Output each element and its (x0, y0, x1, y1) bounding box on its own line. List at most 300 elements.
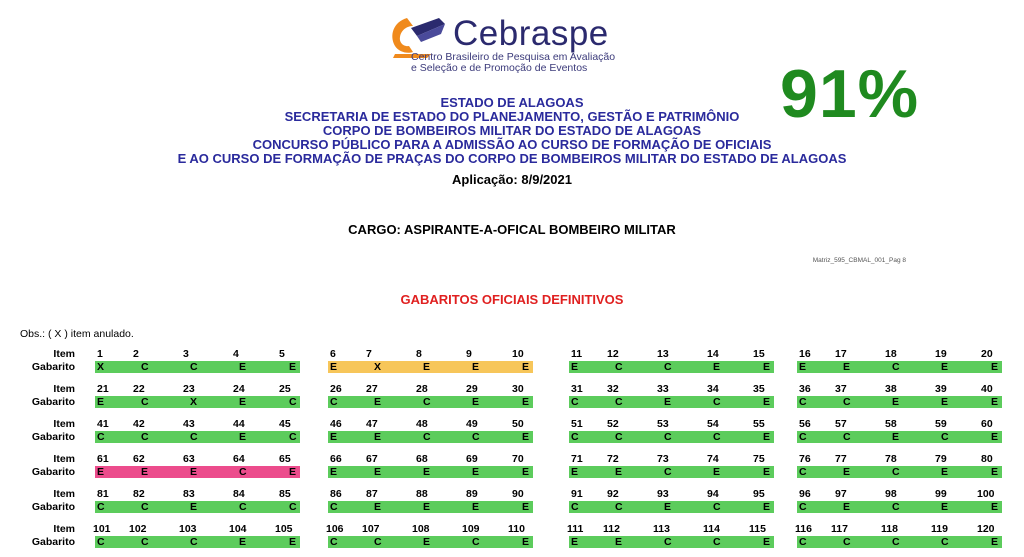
item-number: 17 (835, 348, 847, 360)
answer-cell: C (797, 536, 841, 548)
item-number: 104 (229, 523, 247, 535)
answer-cell: C (139, 361, 188, 373)
item-label: Item (53, 383, 75, 395)
header-line-2: SECRETARIA DE ESTADO DO PLANEJAMENTO, GESTÃO E PATRIMÔNIO (284, 109, 740, 124)
item-number: 13 (657, 348, 669, 360)
answer-cell: C (95, 501, 139, 513)
item-number: 52 (607, 418, 619, 430)
item-number: 109 (462, 523, 480, 535)
item-number: 19 (935, 348, 947, 360)
item-number: 53 (657, 418, 669, 430)
answer-group (328, 348, 533, 375)
answer-cell: E (797, 361, 841, 373)
answer-cell: C (841, 536, 890, 548)
answer-cell: E (760, 466, 774, 478)
answer-cell: E (519, 466, 533, 478)
item-number: 81 (97, 488, 109, 500)
item-number: 22 (133, 383, 145, 395)
item-numbers (328, 418, 533, 430)
item-number: 119 (931, 523, 948, 535)
answer-cell: E (372, 431, 421, 443)
item-number: 37 (835, 383, 847, 395)
item-number: 111 (567, 523, 584, 535)
item-numbers (95, 523, 300, 535)
answer-group (797, 383, 1002, 410)
item-numbers (797, 383, 1002, 395)
item-number: 55 (753, 418, 765, 430)
item-number: 25 (279, 383, 291, 395)
answer-cell: E (988, 431, 1002, 443)
answer-cell: C (286, 431, 300, 443)
matrix-reference: Matriz_595_CBMAL_001_Pag 8 (812, 257, 906, 264)
item-numbers (797, 348, 1002, 360)
item-number: 86 (330, 488, 342, 500)
item-number: 5 (279, 348, 285, 360)
answer-group (797, 453, 1002, 480)
item-number: 2 (133, 348, 139, 360)
item-numbers (95, 453, 300, 465)
item-number: 65 (279, 453, 291, 465)
answer-row (95, 396, 300, 408)
answer-row (797, 536, 1002, 548)
item-numbers (95, 488, 300, 500)
answer-group (569, 453, 774, 480)
item-numbers (328, 488, 533, 500)
answer-cell: C (890, 536, 939, 548)
item-number: 100 (977, 488, 995, 500)
answer-cell: X (95, 361, 139, 373)
answer-row (569, 396, 774, 408)
item-number: 12 (607, 348, 619, 360)
answer-cell: E (939, 396, 988, 408)
answer-cell: E (421, 466, 470, 478)
item-number: 67 (366, 453, 378, 465)
item-numbers (328, 523, 533, 535)
answer-row (797, 466, 1002, 478)
answer-cell: E (470, 466, 519, 478)
answer-cell: C (569, 501, 613, 513)
answer-row (797, 501, 1002, 513)
item-number: 51 (571, 418, 583, 430)
score-percentage: 91% (780, 56, 920, 132)
gabarito-label: Gabarito (31, 536, 75, 548)
answer-cell: E (421, 536, 470, 548)
item-number: 116 (795, 523, 812, 535)
item-number: 77 (835, 453, 847, 465)
item-number: 35 (753, 383, 765, 395)
item-number: 36 (799, 383, 811, 395)
answer-cell: E (760, 501, 774, 513)
answer-cell: E (286, 361, 300, 373)
item-number: 107 (362, 523, 380, 535)
answer-cell: E (939, 361, 988, 373)
answer-cell: C (188, 361, 237, 373)
answer-row (95, 466, 300, 478)
answer-row (328, 361, 533, 373)
answer-cell: C (328, 536, 372, 548)
item-number: 101 (93, 523, 111, 535)
item-numbers (797, 523, 1002, 535)
answer-cell: E (421, 361, 470, 373)
item-label: Item (53, 523, 75, 535)
answer-cell: C (328, 396, 372, 408)
item-number: 88 (416, 488, 428, 500)
answer-cell: E (286, 466, 300, 478)
item-number: 91 (571, 488, 583, 500)
answer-cell: C (797, 501, 841, 513)
item-number: 69 (466, 453, 478, 465)
answer-cell: E (988, 536, 1002, 548)
item-number: 98 (885, 488, 897, 500)
item-number: 57 (835, 418, 847, 430)
item-number: 29 (466, 383, 478, 395)
answer-group (328, 488, 533, 515)
cargo-title: CARGO: ASPIRANTE-A-OFICAL BOMBEIRO MILITAR (348, 222, 676, 237)
item-number: 106 (326, 523, 344, 535)
gabarito-label: Gabarito (31, 361, 75, 373)
item-number: 85 (279, 488, 291, 500)
item-number: 78 (885, 453, 897, 465)
item-number: 99 (935, 488, 947, 500)
item-number: 110 (508, 523, 525, 535)
answer-cell: E (569, 536, 613, 548)
item-number: 47 (366, 418, 378, 430)
item-number: 80 (981, 453, 993, 465)
answer-cell: E (237, 431, 286, 443)
cebraspe-logo (383, 10, 633, 80)
answer-cell: C (237, 466, 286, 478)
item-number: 30 (512, 383, 524, 395)
answer-cell: E (841, 466, 890, 478)
answer-cell: E (95, 396, 139, 408)
answer-cell: C (613, 501, 662, 513)
answer-cell: E (470, 396, 519, 408)
item-number: 9 (466, 348, 472, 360)
logo-subtitle-line1: Centro Brasileiro de Pesquisa em Avaliação (411, 51, 616, 63)
answer-cell: C (711, 431, 760, 443)
item-number: 54 (707, 418, 719, 430)
answer-cell: E (95, 466, 139, 478)
answer-row (797, 361, 1002, 373)
item-numbers (797, 418, 1002, 430)
item-number: 108 (412, 523, 430, 535)
answer-cell: C (613, 396, 662, 408)
answer-cell: E (328, 361, 372, 373)
answer-cell: E (890, 396, 939, 408)
answer-group (328, 383, 533, 410)
item-number: 64 (233, 453, 245, 465)
item-number: 70 (512, 453, 524, 465)
answer-cell: E (988, 501, 1002, 513)
answer-row (569, 501, 774, 513)
item-number: 33 (657, 383, 669, 395)
answer-group (569, 488, 774, 515)
header-line-1: ESTADO DE ALAGOAS (440, 95, 584, 110)
gabarito-title: GABARITOS OFICIAIS DEFINITIVOS (400, 292, 624, 307)
answer-cell: E (988, 466, 1002, 478)
answer-row (569, 466, 774, 478)
answer-row (95, 361, 300, 373)
answer-cell: C (421, 396, 470, 408)
answer-cell: C (328, 501, 372, 513)
answer-cell: E (372, 396, 421, 408)
answer-group (328, 453, 533, 480)
item-number: 32 (607, 383, 619, 395)
answer-group (797, 348, 1002, 375)
item-number: 59 (935, 418, 947, 430)
answer-cell: C (797, 466, 841, 478)
item-number: 84 (233, 488, 245, 500)
item-number: 56 (799, 418, 811, 430)
item-number: 90 (512, 488, 524, 500)
answer-row (569, 536, 774, 548)
answer-cell: C (662, 361, 711, 373)
item-number: 82 (133, 488, 145, 500)
item-number: 83 (183, 488, 195, 500)
answer-cell: C (613, 431, 662, 443)
answer-cell: E (890, 431, 939, 443)
item-numbers (569, 523, 774, 535)
item-number: 7 (366, 348, 372, 360)
item-number: 68 (416, 453, 428, 465)
answer-cell: E (760, 431, 774, 443)
item-label: Item (53, 418, 75, 430)
item-number: 41 (97, 418, 109, 430)
answer-group (328, 418, 533, 445)
answer-cell: E (286, 536, 300, 548)
answer-cell: C (662, 536, 711, 548)
item-number: 45 (279, 418, 291, 430)
item-number: 97 (835, 488, 847, 500)
item-numbers (95, 383, 300, 395)
gabarito-label: Gabarito (31, 466, 75, 478)
answer-cell: C (797, 431, 841, 443)
answer-row (569, 361, 774, 373)
answer-cell: E (760, 396, 774, 408)
answer-cell: E (237, 361, 286, 373)
item-number: 16 (799, 348, 811, 360)
answer-cell: C (188, 431, 237, 443)
item-number: 50 (512, 418, 524, 430)
item-number: 39 (935, 383, 947, 395)
answer-cell: X (372, 361, 421, 373)
answer-cell: E (613, 466, 662, 478)
gabarito-label: Gabarito (31, 396, 75, 408)
item-number: 105 (275, 523, 293, 535)
answer-cell: E (939, 501, 988, 513)
item-number: 87 (366, 488, 378, 500)
item-number: 3 (183, 348, 189, 360)
answer-group (569, 383, 774, 410)
item-number: 44 (233, 418, 245, 430)
item-number: 34 (707, 383, 719, 395)
answer-cell: E (188, 501, 237, 513)
answer-cell: C (139, 431, 188, 443)
item-number: 49 (466, 418, 478, 430)
item-number: 6 (330, 348, 336, 360)
answer-cell: E (237, 536, 286, 548)
item-number: 24 (233, 383, 245, 395)
answer-row (797, 431, 1002, 443)
answer-cell: C (939, 536, 988, 548)
item-number: 27 (366, 383, 378, 395)
gabarito-label: Gabarito (31, 501, 75, 513)
item-number: 113 (653, 523, 670, 535)
answer-cell: E (841, 501, 890, 513)
item-numbers (569, 418, 774, 430)
answer-cell: C (662, 466, 711, 478)
answer-cell: E (662, 501, 711, 513)
answer-cell: C (662, 431, 711, 443)
item-number: 114 (703, 523, 720, 535)
answer-cell: C (939, 431, 988, 443)
obs-note: Obs.: ( X ) item anulado. (20, 328, 134, 340)
item-number: 62 (133, 453, 145, 465)
answer-cell: C (890, 501, 939, 513)
answer-cell: X (188, 396, 237, 408)
answer-group (95, 348, 300, 375)
answer-cell: C (139, 501, 188, 513)
answer-cell: E (237, 396, 286, 408)
item-number: 11 (571, 348, 583, 360)
item-numbers (95, 348, 300, 360)
answer-cell: C (95, 431, 139, 443)
item-number: 96 (799, 488, 811, 500)
answer-cell: E (139, 466, 188, 478)
answer-row (569, 431, 774, 443)
answer-cell: C (711, 501, 760, 513)
item-number: 48 (416, 418, 428, 430)
item-number: 31 (571, 383, 583, 395)
logo-name: Cebraspe (453, 14, 609, 53)
item-number: 75 (753, 453, 765, 465)
answer-row (328, 501, 533, 513)
item-numbers (797, 488, 1002, 500)
answer-group (95, 453, 300, 480)
item-numbers (328, 383, 533, 395)
item-number: 112 (603, 523, 620, 535)
item-number: 93 (657, 488, 669, 500)
item-number: 43 (183, 418, 195, 430)
answer-cell: C (286, 501, 300, 513)
item-numbers (95, 418, 300, 430)
item-number: 20 (981, 348, 993, 360)
answer-cell: E (569, 466, 613, 478)
item-numbers (328, 348, 533, 360)
answer-group (797, 418, 1002, 445)
answer-cell: C (890, 361, 939, 373)
answer-group (95, 488, 300, 515)
item-number: 94 (707, 488, 719, 500)
answer-cell: E (372, 501, 421, 513)
answer-cell: C (711, 536, 760, 548)
answer-cell: C (237, 501, 286, 513)
answer-cell: E (519, 536, 533, 548)
answer-group (797, 523, 1002, 550)
item-number: 76 (799, 453, 811, 465)
item-number: 21 (97, 383, 109, 395)
item-number: 4 (233, 348, 239, 360)
item-numbers (569, 453, 774, 465)
answer-group (797, 488, 1002, 515)
item-number: 46 (330, 418, 342, 430)
item-numbers (569, 383, 774, 395)
item-number: 58 (885, 418, 897, 430)
item-number: 60 (981, 418, 993, 430)
item-number: 18 (885, 348, 897, 360)
item-number: 74 (707, 453, 719, 465)
answer-row (328, 396, 533, 408)
answer-cell: E (760, 536, 774, 548)
answer-cell: C (188, 536, 237, 548)
item-numbers (569, 488, 774, 500)
answer-row (95, 501, 300, 513)
answer-cell: E (328, 466, 372, 478)
answer-cell: E (519, 361, 533, 373)
answer-cell: C (139, 396, 188, 408)
answer-cell: C (797, 396, 841, 408)
answer-group (95, 523, 300, 550)
logo-subtitle (411, 52, 651, 74)
item-number: 1 (97, 348, 103, 360)
answer-cell: E (519, 501, 533, 513)
item-number: 23 (183, 383, 195, 395)
item-number: 38 (885, 383, 897, 395)
answer-row (328, 536, 533, 548)
item-number: 26 (330, 383, 342, 395)
answer-group (95, 383, 300, 410)
answer-cell: C (569, 396, 613, 408)
answer-cell: E (569, 361, 613, 373)
answer-row (797, 396, 1002, 408)
header-line-5: E AO CURSO DE FORMAÇÃO DE PRAÇAS DO CORPO DE BOMBEIROS MILITAR DO ESTADO DE ALAGOAS (177, 151, 847, 166)
answer-cell: C (470, 536, 519, 548)
item-number: 14 (707, 348, 719, 360)
answer-cell: C (372, 536, 421, 548)
answer-cell: E (613, 536, 662, 548)
item-number: 89 (466, 488, 478, 500)
answer-cell: E (841, 361, 890, 373)
answer-group (328, 523, 533, 550)
answer-cell: E (188, 466, 237, 478)
item-number: 42 (133, 418, 145, 430)
answer-cell: E (760, 361, 774, 373)
answer-cell: C (569, 431, 613, 443)
item-number: 115 (749, 523, 766, 535)
item-numbers (328, 453, 533, 465)
answer-group (95, 418, 300, 445)
answer-group (569, 523, 774, 550)
logo-subtitle-line2: e Seleção e de Promoção de Eventos (411, 62, 588, 74)
item-number: 61 (97, 453, 109, 465)
answer-row (95, 536, 300, 548)
item-label: Item (53, 348, 75, 360)
item-label: Item (53, 488, 75, 500)
item-number: 66 (330, 453, 342, 465)
answer-cell: E (519, 396, 533, 408)
answer-cell: E (711, 361, 760, 373)
answer-cell: C (421, 431, 470, 443)
answer-cell: E (988, 396, 1002, 408)
item-number: 102 (129, 523, 147, 535)
answer-cell: E (939, 466, 988, 478)
answer-cell: E (519, 431, 533, 443)
answer-group (569, 348, 774, 375)
answer-cell: C (841, 396, 890, 408)
item-number: 8 (416, 348, 422, 360)
item-label: Item (53, 453, 75, 465)
item-number: 117 (831, 523, 848, 535)
